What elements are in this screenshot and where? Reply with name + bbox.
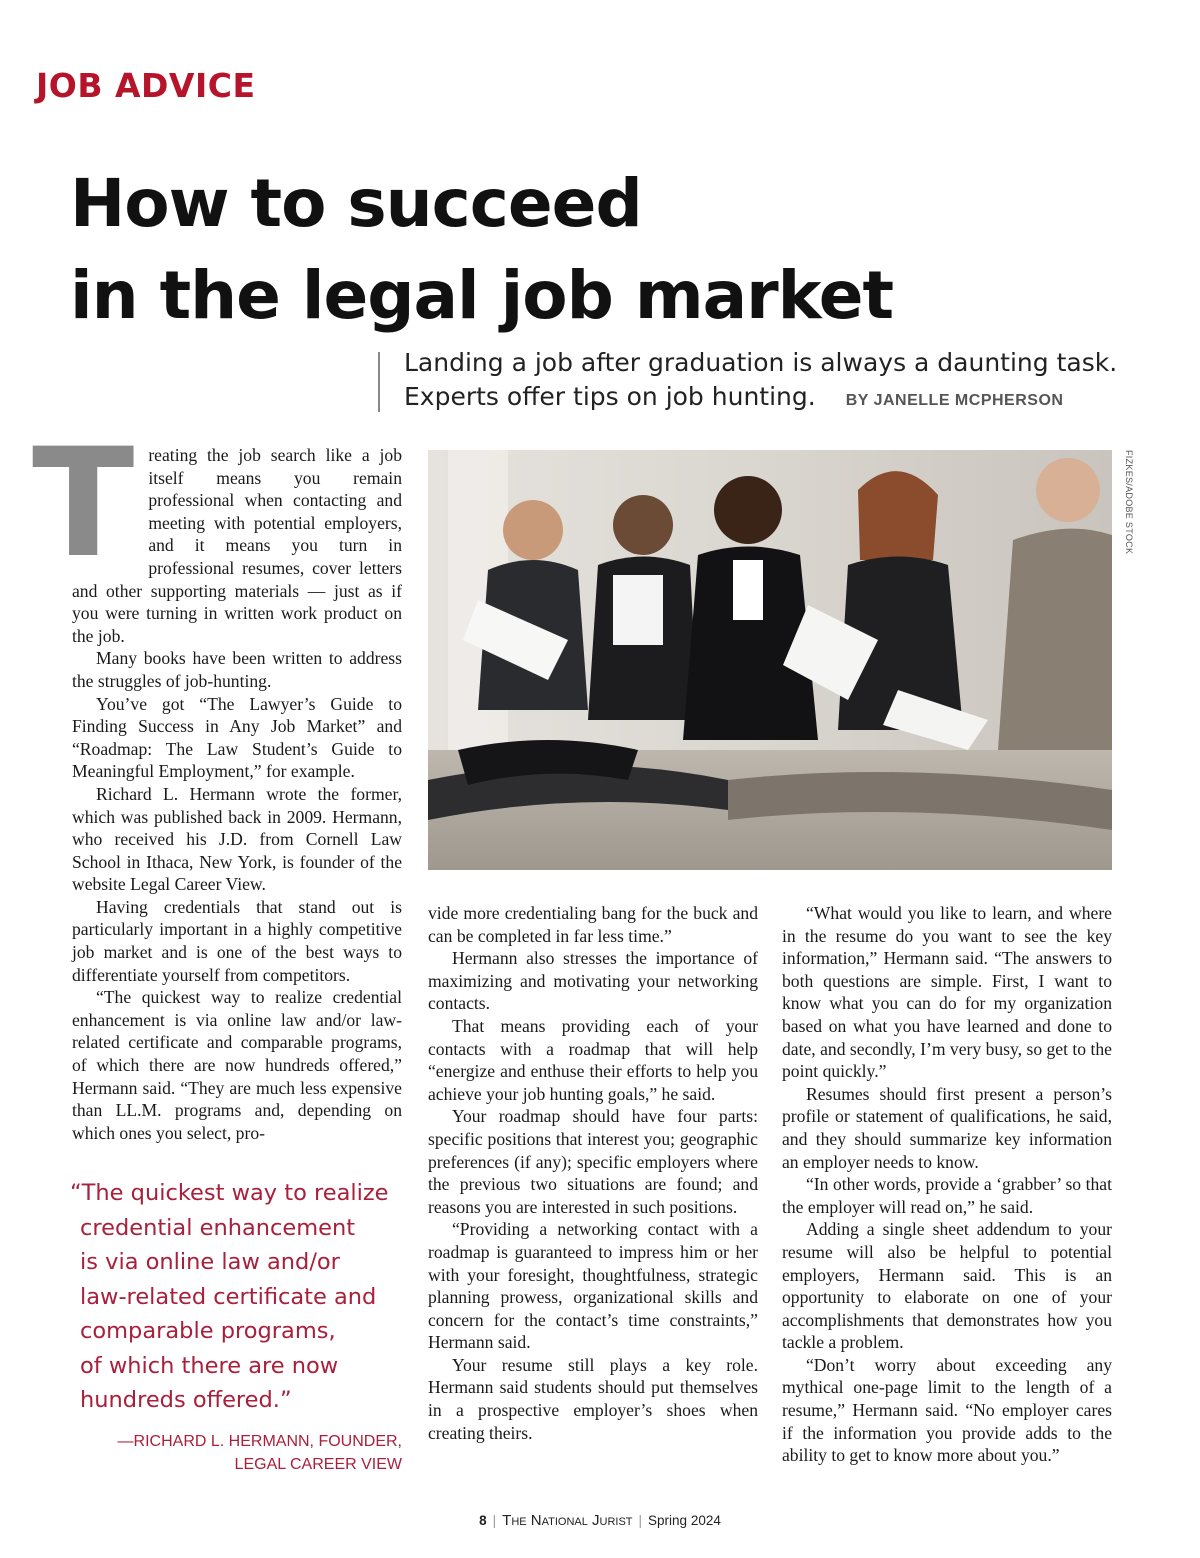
page-number: 8: [479, 1513, 487, 1528]
pull-quote: [70, 1176, 400, 1418]
pull-quote-line: “The quickest way to realize: [70, 1180, 389, 1206]
paragraph: Hermann also stresses the importance of maximizing and motivating your networking contacts.: [428, 948, 758, 1014]
attribution-line-1: —RICHARD L. HERMANN, FOUNDER,: [117, 1433, 402, 1450]
photo-illustration: [428, 450, 1112, 870]
paragraph: Your resume still plays a key role. Hermann said students should put themselves in a prospective employer’s shoes when creating theirs.: [428, 1354, 758, 1443]
attribution-line-2: LEGAL CAREER VIEW: [234, 1456, 402, 1473]
pull-quote-line: comparable programs,: [80, 1318, 336, 1344]
deck-divider: [378, 352, 380, 412]
pull-quote-line: hundreds offered.”: [80, 1387, 292, 1413]
body-column-2: [428, 902, 758, 1444]
footer-separator: |: [638, 1513, 643, 1528]
body-column-3: [782, 902, 1112, 1467]
paragraph: “Don’t worry about exceeding any mythical one-page limit to the length of a resume,” Hermann said. “No employer cares if the information you provide adds to the ability to get to know more about you.”: [782, 1354, 1112, 1466]
deck: [404, 346, 1164, 418]
drop-cap: T: [32, 417, 135, 591]
paragraph: Richard L. Hermann wrote the former, which was published back in 2009. Hermann, who received his J.D. from Cornell Law School in Ithaca, New York, is founder of the website Legal Career View.: [72, 783, 402, 895]
paragraph: reating the job search like a job itself means you remain professional when contacting and meeting with potential employers, and it means you turn in professional resumes, cover letters and other supporting materials — just as if you were turning in written work product on the job.: [72, 445, 402, 646]
pull-quote-line: of which there are now: [80, 1352, 339, 1379]
article-photo: [428, 450, 1112, 870]
paragraph: You’ve got “The Lawyer’s Guide to Finding Success in Any Job Market” and “Roadmap: The Law Student’s Guide to Meaningful Employment,” for example.: [72, 693, 402, 782]
paragraph: Having credentials that stand out is particularly important in a highly competitive job market and is one of the best ways to differentiate yourself from competitors.: [72, 896, 402, 985]
paragraph: Your roadmap should have four parts: specific positions that interest you; geographic preferences (if any); specific employers where the previous two situations are found; and reasons you are interested in such positions.: [428, 1106, 758, 1217]
pull-quote-line: is via online law and/or: [80, 1249, 340, 1275]
paragraph: “Providing a networking contact with a roadmap is guaranteed to impress him or her with your foresight, thoughtfulness, strategic planning prowess, organizational skills and concern for the contact’s time constraints,” Hermann said.: [428, 1219, 758, 1353]
publication-name: The National Jurist: [502, 1512, 633, 1529]
page-footer: [0, 1512, 1200, 1529]
headline-line-2: in the legal job market: [70, 257, 894, 334]
byline: BY JANELLE MCPHERSON: [845, 392, 1064, 409]
body-column-1: [32, 417, 402, 1144]
photo-credit: FIZKES/ADOBE STOCK: [1124, 450, 1134, 555]
pull-quote-line: credential enhancement: [80, 1214, 356, 1241]
paragraph: “The quickest way to realize credential enhancement is via online law and/or law-related certificate and comparable programs, of which there are now hundreds offered,” Hermann said. “They are much less expensive than LL.M. programs and, depending on which ones you select, pro-: [72, 987, 402, 1143]
paragraph: “In other words, provide a ‘grabber’ so that the employer will read on,” he said.: [782, 1174, 1112, 1217]
footer-separator: |: [492, 1513, 497, 1528]
pull-quote-attribution: [72, 1430, 402, 1476]
pull-quote-line: law-related certificate and: [80, 1283, 377, 1310]
paragraph: That means providing each of your contacts with a roadmap that will help “energize and enthuse their efforts to help you achieve your job hunting goals,” he said.: [428, 1015, 758, 1104]
deck-line-1: Landing a job after graduation is always a daunting task.: [404, 348, 1118, 377]
section-label: JOB ADVICE: [36, 66, 256, 105]
paragraph: Adding a single sheet addendum to your resume will also be helpful to potential employers, Hermann said. This is an opportunity to elaborate on one of your accomplishments that demonstrates how you tackle a problem.: [782, 1219, 1112, 1353]
issue-date: Spring 2024: [648, 1513, 721, 1528]
paragraph: “What would you like to learn, and where in the resume do you want to see the key information,” Hermann said. “The answers to both questions are simple. First, I want to know what you can do for my organization based on what you have learned and done to date, and secondly, I’m very busy, so get to the point quickly.”: [782, 903, 1112, 1082]
headline: [70, 158, 1070, 342]
paragraph: Many books have been written to address the struggles of job-hunting.: [72, 648, 402, 691]
headline-line-1: How to succeed: [70, 165, 642, 242]
paragraph: vide more credentialing bang for the buck and can be completed in far less time.”: [428, 903, 758, 946]
paragraph: Resumes should first present a person’s profile or statement of qualifications, he said, and they should summarize key information an employer needs to know.: [782, 1083, 1112, 1172]
deck-line-2: Experts offer tips on job hunting.: [404, 382, 816, 411]
